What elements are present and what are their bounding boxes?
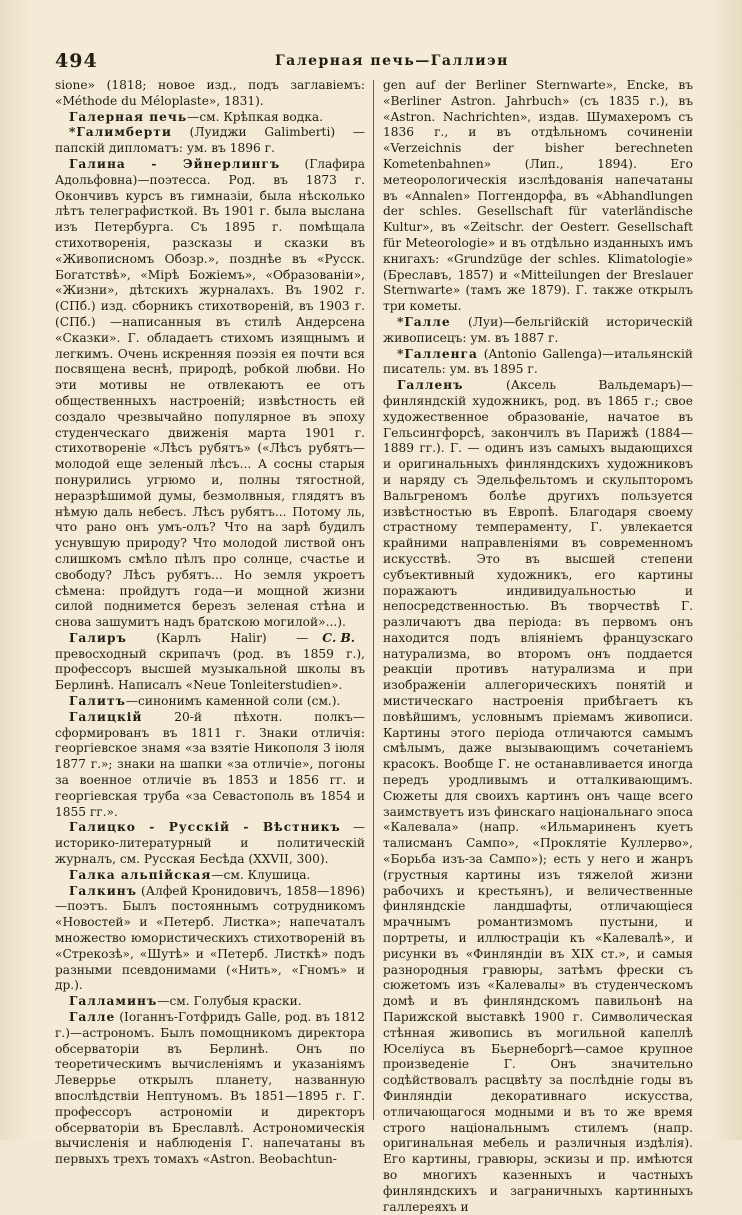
- entry-headword: Галицкій: [69, 709, 143, 724]
- entry-text: (Аксель Вальдемаръ)—финляндскій художникъ, род. въ 1865 г.; свое художественное образованіе, начатое въ Гельсингфорсѣ, закончилъ въ Парижѣ (1884—1889 гг.). Г. — одинъ изъ самыхъ выдающихся и оригинальныхъ финляндскихъ художниковъ и наряду съ Эдельфельтомъ и скульпторомъ Вальгреномъ болѣе другихъ пользуется извѣстностью въ Европѣ. Благодаря своему страстному темпераменту, Г. увлекается крайними направленіями въ современномъ искусствѣ. Это въ высшей степени субъективный художникъ, его картины поражаютъ индивидуальностью и непосредственностью. Въ творчествѣ Г. различаютъ два періода: въ первомъ онъ находится подъ вліяніемъ французскаго натурализма, во второмъ онъ поддается реакціи противъ натурализма и при изображеніи аллегорическихъ понятій и мистическаго настроенія прибѣгаетъ къ повѣйшимъ, условнымъ пріемамъ живописи. Картины этого періода отличаются самымъ смѣлымъ, даже вызывающимъ сочетаніемъ красокъ. Вообще Г. не останавливается иногда передъ уродливымъ и отталкивающимъ. Сюжеты для своихъ картинъ онъ чаще всего заимствуетъ изъ финскаго національнаго эпоса «Калевала» (напр. «Ильмариненъ куетъ талисманъ Сампо», «Проклятіе Куллерво», «Борьба изъ-за Сампо»); есть у него и жанръ (грустныя картины изъ тяжелой жизни рабочихъ и крестьянъ), и величественные финляндскіе ландшафты, отличающіеся мрачнымъ романтизмомъ пустыни, и портреты, и иллюстраціи къ «Калевалѣ», и рисунки въ «Финляндіи въ XIX ст.», и самыя разнородныя гравюры, затѣмъ фрески съ сюжетомъ изъ «Калевалы» въ студенческомъ домѣ и въ финляндскомъ павильонѣ на Парижской выставкѣ 1900 г. Символическая стѣнная живопись въ могильной капеллѣ Юселіуса въ Бьернеборгѣ—самое крупное произведеніе Г. Онъ значительно содѣйствовалъ расцвѣту за послѣдніе годы въ Финляндіи декоративнаго искусства, отличающагося модными и въ то же время строго національнымъ стилемъ (напр. оригинальная мебель и различныя издѣлія). Его картины, гравюры, эскизы и пр. имѣются во многихъ казенныхъ и частныхъ финляндскихъ и заграничныхъ картинныхъ галлереяхъ и: [383, 378, 693, 1214]
- entry-headword: Галитъ: [69, 694, 126, 709]
- dictionary-entry: [383, 347, 693, 379]
- entry-text: (Луиджи Galimberti) — папскій дипломатъ: ум. въ 1896 г.: [55, 125, 365, 156]
- entry-headword: Галерная печь: [69, 109, 188, 124]
- left-column: [55, 78, 366, 1167]
- entry-text: —синонимъ каменной соли (см.).: [125, 694, 341, 709]
- entry-headword: *Галле: [397, 314, 451, 329]
- entry-text: 20-й пѣхотн. полкъ—сформированъ въ 1811 г. Знаки отличія: георгіевское знамя «за взятіе Никополя 3 іюля 1877 г.»; знаки на шапки «за отличіе», погоны за военное отличіе въ 1853 и 1856 гг. и георгіевская труба «за Севастополь въ 1854 и 1855 гг.».: [55, 709, 365, 819]
- entry-headword: Галкинъ: [69, 883, 138, 898]
- entry-text: (Antonio Gallenga)—итальянскій писатель: ум. въ 1895 г.: [383, 346, 693, 377]
- dictionary-entry: [55, 710, 365, 821]
- entry-headword: *Галленга: [397, 346, 478, 361]
- entry-text: (Луи)—бельгійскій историческій живописецъ: ум. въ 1887 г.: [383, 314, 693, 345]
- dictionary-entry: [55, 868, 365, 884]
- entry-text: —см. Клушица.: [211, 867, 311, 882]
- dictionary-entry: [383, 378, 693, 1215]
- entry-headword: Галицко - Русскій - Вѣстникъ: [69, 820, 341, 835]
- column-divider: [373, 80, 374, 1120]
- entry-text: (Глафира Адольфовна)—поэтесса. Род. въ 1873 г. Окончивъ курсъ въ гимназіи, была нѣсколько лѣтъ телеграфисткой. Въ 1901 г. была выслана изъ Петербурга. Съ 1895 г. помѣщала стихотворенія, разсказы и сказки въ «Живописномъ Обозр.», позднѣе въ «Русск. Богатствѣ», «Мірѣ Божіемъ», «Образованіи», «Жизни», дѣтскихъ журналахъ. Въ 1902 г. (СПб.) изд. сборникъ стихотвореній, въ 1903 г. (СПб.) —написанныя въ стилѣ Андерсена «Сказки». Г. обладаетъ стихомъ изящнымъ и легкимъ. Очень искренняя поэзія ея почти вся посвящена веснѣ, природѣ, робкой любви. Но эти мотивы не отвлекаютъ ее отъ общественныхъ настроеній; извѣстность ей создало чрезвычайно популярное въ эпоху студенческаго движенія марта 1901 г. стихотвореніе «Лѣсъ рубятъ» («Лѣсъ рубятъ—молодой еще зеленый лѣсъ... А сосны старыя понурились угрюмо и, полны тягостной, неразрѣшимой думы, безмолвныя, глядятъ въ нѣмую даль небесъ. Лѣсъ рубятъ... Потому ль, что рано онъ умъ-олъ? Что на зарѣ будилъ уснувшую природу? Что молодой листвой онъ слишкомъ смѣло пѣлъ про солнце, счастье и свободу? Лѣсъ рубятъ... Но земля укроетъ сѣмена: пройдутъ года—и мощной жизни силой поднимется березъ зеленая стѣна и снова зашумитъ надъ братскою могилой»...).: [55, 156, 366, 630]
- entry-headword: Галиръ: [69, 630, 127, 645]
- author-signature: С. В.: [322, 630, 355, 645]
- entry-text: —см. Голубыя краски.: [157, 994, 302, 1009]
- entry-text: gen auf der Berliner Sternwarte», Encke, въ «Berliner Astron. Jahrbuch» (съ 1835 г.), въ «Astron. Nachrichten», издав. Шумахеромъ съ 1836 г., и въ отдѣльномъ сочиненіи «Verzeichnis der bisher berechneten Kometenbahnen» (Лип., 1894). Его метеорологическія изслѣдованія напечатаны въ «Annalen» Поггендорфа, въ «Abhandlungen der schles. Gesellschaft für vaterländische Kultur», въ «Zeitschr. der Oesterr. Gesellschaft für Meteorologie» и въ отдѣльно изданныхъ имъ книгахъ: «Grundzüge der schles. Klimatologie» (Бреславъ, 1857) и «Mitteilungen der Breslauer Sternwarte» (тамъ же 1879). Г. также открылъ три кометы.: [383, 78, 693, 314]
- dictionary-entry: [55, 820, 365, 867]
- page-header: [55, 50, 695, 74]
- dictionary-entry: [55, 994, 365, 1010]
- entry-text: (Алфей Кронидовичъ, 1858—1896)—поэтъ. Былъ постояннымъ сотрудникомъ «Новостей» и «Петерб. Листка»; напечаталъ множество юмористическихъ стихотвореній въ «Стрекозѣ», «Шутѣ» и «Петерб. Листкѣ» подъ разными псевдонимами («Нить», «Гномъ» и др.).: [55, 883, 365, 993]
- dictionary-entry: [55, 125, 365, 157]
- dictionary-entry: [55, 78, 365, 110]
- entry-text: —см. Крѣпкая водка.: [187, 109, 323, 124]
- entry-headword: *Галимберти: [69, 125, 172, 140]
- entry-text: sione» (1818; новое изд., подъ заглавіемъ: «Méthode du Méloplaste», 1831).: [55, 78, 365, 108]
- page-number: 494: [55, 50, 98, 72]
- entry-headword: Галленъ: [397, 378, 464, 393]
- entry-text: — историко-литературный и политическій журналъ, см. Русская Бесѣда (XXVII, 300).: [55, 820, 366, 867]
- dictionary-entry: [55, 1010, 365, 1168]
- dictionary-entry: [55, 110, 365, 126]
- running-head: Галерная печь—Галлиэн: [275, 53, 509, 69]
- dictionary-entry: [55, 884, 365, 995]
- entry-headword: Галламинъ: [69, 994, 158, 1009]
- dictionary-entry: [55, 694, 365, 710]
- entry-headword: Галка альпійская: [69, 867, 212, 882]
- dictionary-entry: [383, 78, 693, 315]
- entry-headword: Галина - Эйнерлингъ: [69, 156, 281, 171]
- right-column: [383, 78, 693, 1214]
- entry-headword: Галле: [69, 1010, 116, 1025]
- entry-text: (Іоганнъ-Готфридъ Galle, род. въ 1812 г.)—астрономъ. Былъ помощникомъ директора обсерваторіи въ Берлинѣ. Онъ по теоретическимъ вычисленіямъ и указаніямъ Леверрье открылъ планету, названную впослѣдствіи Нептуномъ. Въ 1851—1895 г. Г. профессоръ астрономіи и директоръ обсерваторіи въ Бреславлѣ. Астрономическія вычисленія и наблюденія Г. напечатаны въ первыхъ трехъ томахъ «Astron. Beobachtun-: [55, 1010, 365, 1167]
- dictionary-entry: [383, 315, 693, 347]
- entry-text: (Карлъ Halir) — превосходный скрипачъ (род. въ 1859 г.), профессоръ высшей музыкальной школы въ Берлинѣ. Написалъ «Neue Tonleiterstudien».: [55, 630, 365, 693]
